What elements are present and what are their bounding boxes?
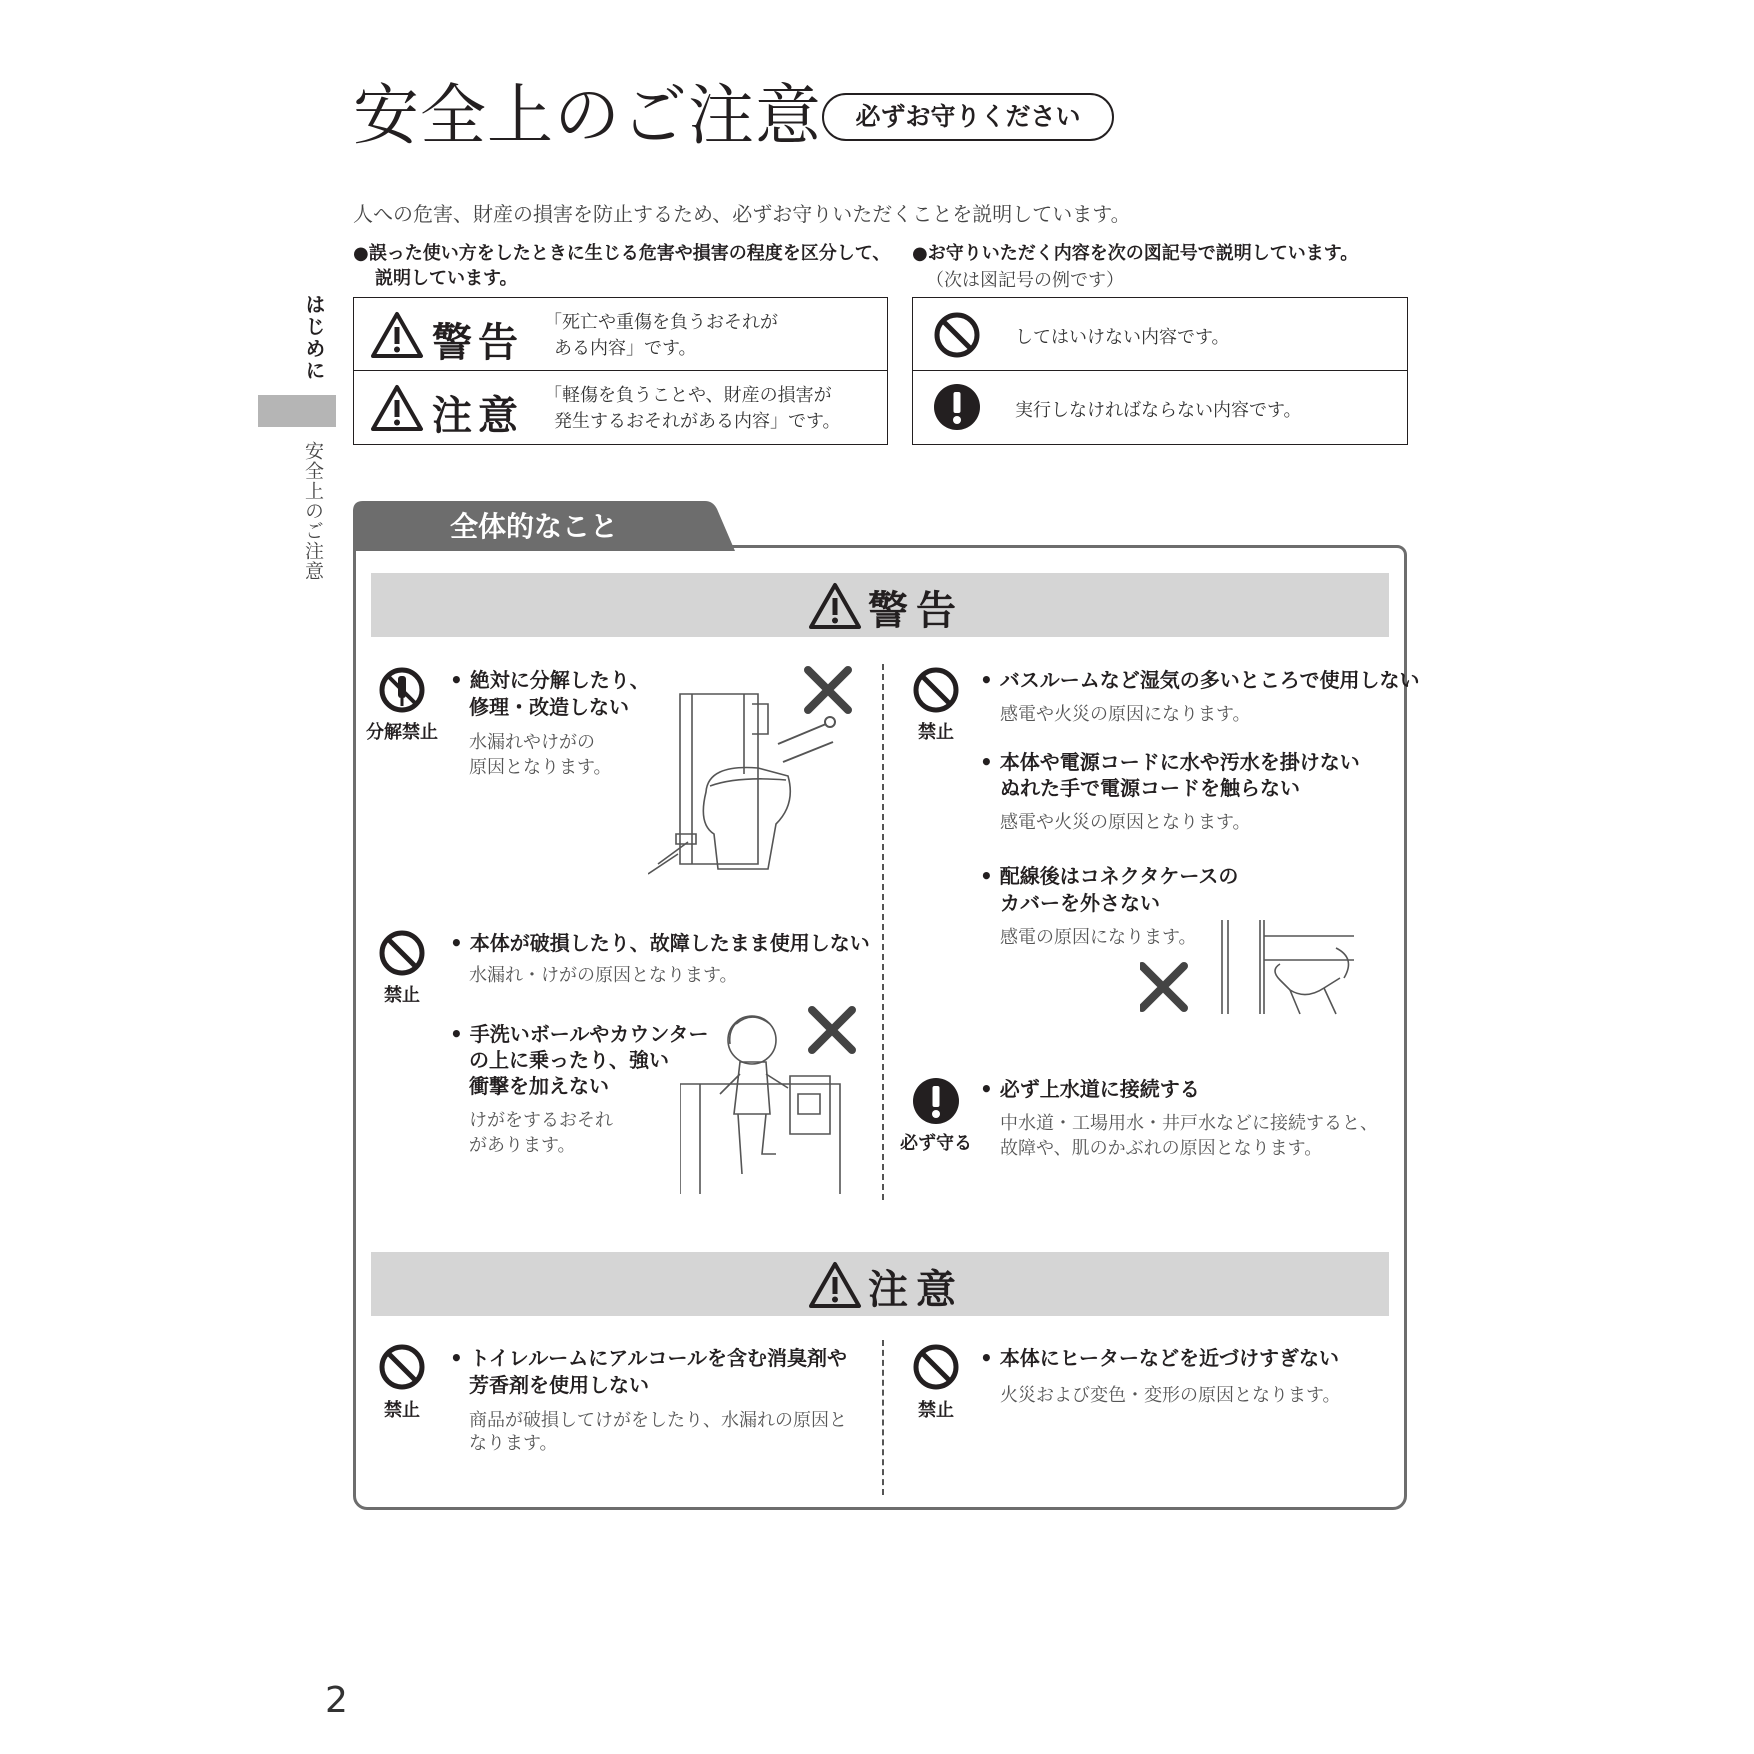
legend-warning-desc-line2: ある内容」です。: [554, 338, 697, 359]
warning-item-connector-title-2: カバーを外さない: [1000, 891, 1160, 915]
toilet-repair-illustration: [648, 664, 866, 880]
legend-warning-desc-line1: 「死亡や重傷を負うおそれが: [544, 312, 778, 333]
caution-band-title: 注意: [868, 1267, 964, 1313]
caution-item-deodorant-title-2: 芳香剤を使用しない: [469, 1373, 649, 1397]
prohibition-icon: [912, 1343, 960, 1391]
caution-item-deodorant-title-1: • トイレルームにアルコールを含む消臭剤や: [450, 1346, 848, 1370]
section-title: 全体的なこと: [450, 510, 619, 543]
prohibition-label: 禁止: [384, 985, 420, 1006]
legend-caution-desc: [544, 383, 841, 435]
note-right-line1: ●お守りいただく内容を次の図記号で説明しています。: [912, 243, 1359, 264]
caution-band-triangle-icon: [807, 1260, 863, 1310]
caution-item-deodorant-desc-1: 商品が破損してけがをしたり、水漏れの原因と: [469, 1410, 847, 1431]
caution-item-heater-title: • 本体にヒーターなどを近づけすぎない: [980, 1346, 1339, 1370]
warning-item-disassembly-desc-1: 水漏れやけがの: [469, 732, 595, 753]
no-disassembly-icon: [378, 666, 426, 714]
warning-item-tapwater-title: • 必ず上水道に接続する: [980, 1077, 1200, 1101]
page-number: 2: [325, 1680, 348, 1721]
warning-item-tapwater-desc-2: 故障や、肌のかぶれの原因となります。: [1000, 1138, 1323, 1159]
warning-triangle-icon: [370, 310, 424, 360]
note-left-line2: 説明しています。: [375, 268, 518, 289]
warning-band-triangle-icon: [807, 581, 863, 631]
no-disassembly-label: 分解禁止: [366, 722, 438, 743]
prohibition-icon: [933, 311, 981, 359]
warning-item-climb-title-3: 衝撃を加えない: [469, 1074, 609, 1098]
intro-text: 人への危害、財産の損害を防止するため、必ずお守りいただくことを説明しています。: [353, 202, 1131, 226]
warning-item-water-title-1: • 本体や電源コードに水や汚水を掛けない: [980, 750, 1360, 774]
legend-row-mandatory: [913, 371, 1407, 444]
side-tab-marker: [258, 395, 336, 427]
legend-caution-desc-line1: 「軽傷を負うことや、財産の損害が: [544, 385, 832, 406]
symbol-legend: [912, 297, 1408, 445]
prohibition-label: 禁止: [918, 1400, 954, 1421]
legend-row-warning: [354, 298, 887, 371]
mandatory-label: 必ず守る: [900, 1133, 972, 1154]
warning-item-tapwater-desc-1: 中水道・工場用水・井戸水などに接続すると、: [1000, 1113, 1378, 1134]
side-chapter-label: はじめに: [302, 294, 326, 382]
warning-item-humidity-desc: 感電や火災の原因になります。: [1000, 704, 1251, 725]
warning-item-water-title-2: ぬれた手で電源コードを触らない: [1000, 776, 1300, 800]
warning-item-climb-desc-1: けがをするおそれ: [469, 1110, 613, 1131]
connector-cover-illustration: [1140, 918, 1356, 1018]
legend-warning-word: 警告: [432, 320, 524, 366]
must-follow-badge: 必ずお守りください: [822, 93, 1114, 141]
child-climbing-illustration: [680, 1004, 872, 1194]
mandatory-icon: [933, 383, 981, 431]
warning-item-disassembly-desc-2: 原因となります。: [469, 757, 612, 778]
signal-word-legend: [353, 297, 888, 445]
prohibition-label: 禁止: [384, 1400, 420, 1421]
caution-band: [371, 1252, 1389, 1316]
prohibition-label: 禁止: [918, 722, 954, 743]
warning-item-climb-title-1: • 手洗いボールやカウンター: [450, 1022, 709, 1046]
caution-column-divider: [882, 1340, 884, 1495]
warning-item-disassembly-title-2: 修理・改造しない: [469, 695, 629, 719]
warning-item-disassembly-title-1: • 絶対に分解したり、: [450, 668, 650, 692]
mandatory-icon: [912, 1077, 960, 1125]
legend-caution-word: 注意: [432, 393, 524, 439]
page-title: 安全上のご注意: [353, 77, 822, 154]
caution-item-deodorant-desc-2: なります。: [469, 1433, 558, 1454]
note-right-sub: （次は図記号の例です）: [926, 270, 1124, 291]
warning-item-damaged-title: • 本体が破損したり、故障したまま使用しない: [450, 931, 870, 955]
caution-triangle-icon: [370, 383, 424, 433]
warning-item-climb-desc-2: があります。: [469, 1135, 576, 1156]
warning-item-connector-desc: 感電の原因になります。: [1000, 927, 1197, 948]
prohibition-icon: [912, 666, 960, 714]
prohibition-icon: [378, 929, 426, 977]
warning-item-climb-title-2: の上に乗ったり、強い: [469, 1048, 669, 1072]
prohibition-icon: [378, 1343, 426, 1391]
warning-band-title: 警告: [868, 588, 964, 634]
note-left-line1: ●誤った使い方をしたときに生じる危害や損害の程度を区分して、: [353, 243, 891, 264]
caution-item-heater-desc: 火災および変色・変形の原因となります。: [1000, 1385, 1341, 1406]
warning-item-water-desc: 感電や火災の原因となります。: [1000, 812, 1251, 833]
warning-band: [371, 573, 1389, 637]
legend-row-prohibition: [913, 298, 1407, 371]
legend-prohibition-desc: してはいけない内容です。: [1015, 327, 1230, 348]
side-page-topic: 安全上のご注意: [302, 441, 324, 581]
legend-warning-desc: [544, 310, 778, 362]
warning-item-connector-title-1: • 配線後はコネクタケースの: [980, 864, 1239, 888]
warning-item-damaged-desc: 水漏れ・けがの原因となります。: [469, 965, 738, 986]
warning-column-divider: [882, 664, 884, 1200]
legend-mandatory-desc: 実行しなければならない内容です。: [1015, 400, 1302, 421]
legend-row-caution: [354, 371, 887, 444]
legend-caution-desc-line2: 発生するおそれがある内容」です。: [554, 411, 841, 432]
warning-item-humidity-title: • バスルームなど湿気の多いところで使用しない: [980, 668, 1420, 692]
